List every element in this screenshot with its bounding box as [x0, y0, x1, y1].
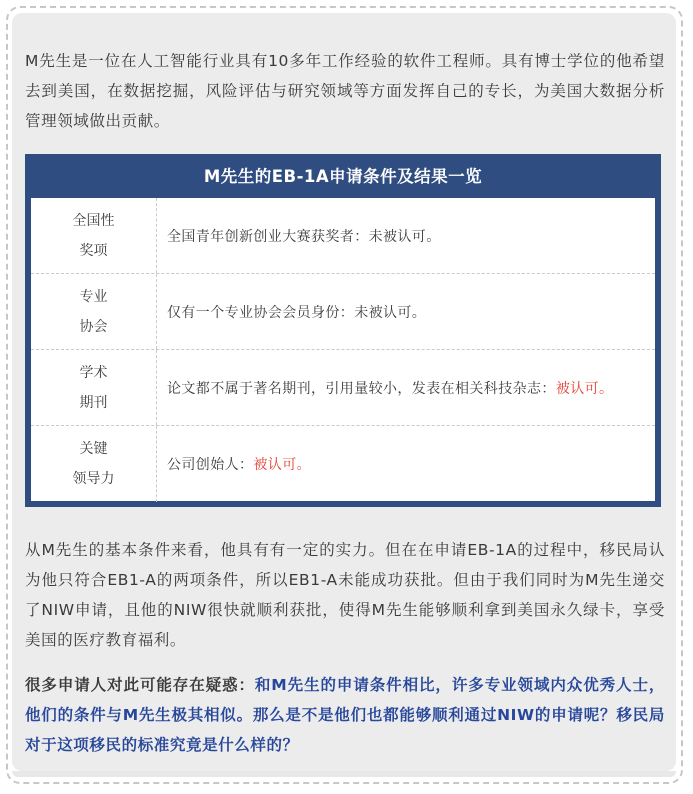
row-value — [167, 274, 645, 349]
row-value — [167, 198, 645, 273]
table-row-journal — [31, 350, 655, 426]
row-value-text: 论文都不属于著名期刊，引用量较小，发表在相关科技杂志： — [167, 380, 556, 397]
row-value — [167, 350, 645, 425]
table-row-leadership — [31, 426, 655, 502]
intro-paragraph: M先生是一位在人工智能行业具有10多年工作经验的软件工程师。具有博士学位的他希望去到美国，在数据挖掘，风险评估与研究领域等方面发挥自己的专长，为美国大数据分析管理领域做出贡献。 — [25, 52, 665, 130]
row-value-text: 全国青年创新创业大赛获奖者：未被认可。 — [167, 228, 441, 245]
row-label — [31, 274, 157, 349]
table-row-national-award — [31, 198, 655, 274]
row-label-line2: 协会 — [79, 318, 108, 335]
row-label — [31, 350, 157, 425]
row-label-line1: 全国性 — [72, 212, 115, 229]
card-bottom-edge — [12, 771, 676, 777]
row-label-line2: 期刊 — [79, 394, 108, 411]
row-value-text: 仅有一个专业协会会员身份：未被认可。 — [167, 304, 427, 321]
row-label — [31, 426, 157, 502]
row-label-line2: 奖项 — [79, 242, 108, 259]
row-value-highlight: 被认可。 — [555, 380, 614, 397]
row-label-line2: 领导力 — [72, 471, 115, 487]
table-body — [31, 198, 655, 501]
row-value-text: 公司创始人： — [167, 457, 254, 473]
row-value — [167, 426, 645, 502]
table-row-association — [31, 274, 655, 350]
question-paragraph — [25, 670, 665, 760]
row-label-line1: 专业 — [79, 288, 108, 305]
row-label-line1: 关键 — [79, 441, 108, 457]
row-label-line1: 学术 — [79, 364, 108, 381]
row-value-highlight: 被认可。 — [253, 457, 312, 473]
table-title: M先生的EB-1A申请条件及结果一览 — [203, 167, 483, 186]
eb1a-criteria-table — [25, 154, 661, 507]
question-body: 和M先生的申请条件相比，许多专业领域内众优秀人士，他们的条件与M先生极其相似。那么是不是他们也都能够顺利通过NIW的申请呢？移民局对于这项移民的标准究竟是什么样的？ — [25, 676, 665, 754]
question-lead: 很多申请人对此可能存在疑惑： — [25, 676, 255, 694]
result-paragraph: 从M先生的基本条件来看，他具有有一定的实力。但在在申请EB-1A的过程中，移民局认为他只符合EB1-A的两项条件，所以EB1-A未能成功获批。但由于我们同时为M先生递交了NIW申请，且他的NIW很快就顺利获批，使得M先生能够顺利拿到美国永久绿卡，享受美国的医疗教育福利。 — [25, 541, 665, 649]
row-label — [31, 198, 157, 273]
